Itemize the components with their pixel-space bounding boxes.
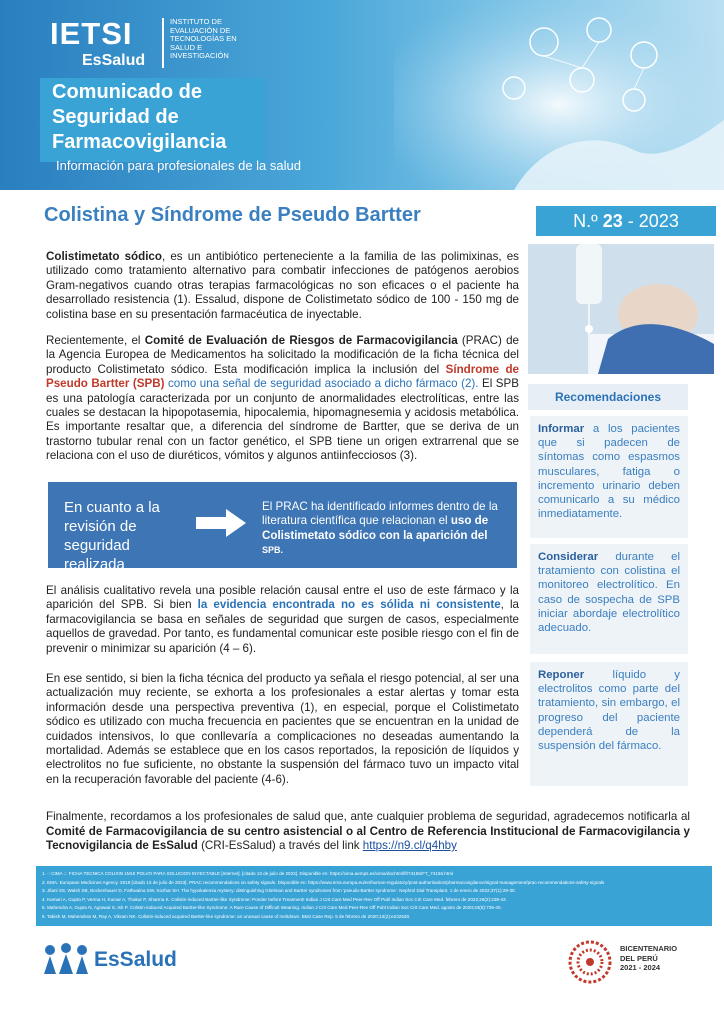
paragraph-prac — [46, 334, 519, 464]
arrow-right-icon — [196, 509, 246, 537]
bicentenario-text — [620, 944, 677, 973]
banner-title — [52, 80, 302, 155]
paragraph-analysis — [46, 584, 519, 656]
paragraph-final — [46, 810, 690, 854]
paragraph-text: El SPB es una patología caracterizada por un conjunto de anormalidades electrolíticas, entre las cuales se destacan la hipopotasemia, hipocalemia, hipomagnesemia y acidosis metabólica. Es importante resaltar que, a diferencia del síndrome de Bartter, que se deriva de un trastorno tubular renal con un factor genético, el SPB tiene un origen extrarrenal que se relaciona con el uso de diuréticos, vómitos y algunos antiinfecciosos (3). — [46, 377, 520, 463]
logo-main-text: IETSI — [50, 16, 133, 51]
recommendation-item — [530, 416, 688, 538]
recommendation-item — [530, 544, 688, 654]
report-link[interactable]: https://n9.cl/q4hby — [362, 839, 457, 853]
paragraph-text: , es un antibiótico perteneciente a la familia de las polimixinas, es utilizado como tratamiento alternativo para combatir infecciones de patógenos aerobios Gram-negativos cuando otras terapias farmacológicas no son eficaces o el paciente ha desarrollado resistencia (1). Essalud, dispone de Colistimetato sódico de 100 - 150 mg de colistina base en su presentación farmacéutica de inyectable. — [46, 250, 519, 321]
bicentenario-line: 2021 - 2024 — [620, 963, 661, 972]
paragraph-highlight: como una señal de seguridad asociado a dicho fármaco (2). — [164, 377, 479, 391]
recommendation-item — [530, 662, 688, 786]
issue-year: - 2023 — [627, 211, 679, 231]
references-box — [36, 866, 712, 926]
reference-item: 5. Mahendra A, Gupta N, Agrawal S, Ish P. Colistin-induced Acquired Bartter-like Syndrome: A Rare Cause of Difficult Weaning. Indian J Crit Care Med Peer-Rev Off Publ Indian Soc Crit Care Med. agosto de 2020;24(8):739-40. — [42, 905, 502, 911]
callout-right-text — [262, 500, 510, 558]
paragraph-intro — [46, 250, 519, 322]
paragraph-text: El análisis cualitativo revela una posible relación causal entre el uso de este fármaco y la aparición del SPB. Si bien — [46, 584, 519, 612]
paragraph-bold: Comité de Farmacovigilancia de su centro asistencial o al Centro de Referencia Institucional de Farmacovigilancia y Tecnovigilancia de EsSalud — [46, 824, 690, 853]
recommendation-bold: Informar — [538, 423, 585, 435]
recommendations-heading: Recomendaciones — [528, 384, 688, 410]
callout-bold-small: SPB. — [262, 545, 284, 556]
recommendation-text: durante el tratamiento con colistina el monitoreo electrolítico. En caso de sospecha de SPB iniciar abordaje electrolítico adecuado. — [538, 551, 680, 635]
hand-icons-illustration — [394, 0, 724, 190]
paragraph-text: Recientemente, el — [46, 334, 145, 347]
paragraph-bold: Colistimetato sódico — [46, 250, 162, 263]
banner-subtitle: Información para profesionales de la salud — [56, 158, 301, 173]
bicentenario-line: DEL PERÚ — [620, 953, 658, 963]
reference-item: 4. Kamari A, Gupta P, Verma H, Kumar A, Thakur P, Sharma K. Colistin-induced Bartter-like Syndrome: Ponder before Treatment! Indian J Crit Care Med Peer-Rev Off Publ Indian Soc Crit Care Med. febrero de 2022;26(2):239-43. — [42, 896, 507, 902]
bicentenario-emblem-icon — [566, 938, 614, 986]
recommendation-text: a los pacientes que si padecen de síntomas como espasmos musculares, fatiga o incremento urinario deben comunicarlo a su médico inmediatamente. — [538, 423, 680, 521]
paragraph-highlight-bold: la evidencia encontrada no es sólida ni consistente — [197, 598, 501, 612]
paragraph-text: Finalmente, recordamos a los profesionales de salud que, ante cualquier problema de seguridad, agradecemos notificarla al — [46, 810, 690, 823]
ietsi-logo — [50, 16, 250, 70]
recommendation-text: líquido y electrolitos como parte del tratamiento, sin embargo, el progreso del paciente dependerá de la suspensión del fármaco. — [538, 669, 680, 753]
recommendation-bold: Considerar — [538, 551, 599, 563]
callout-text: El PRAC ha identificado informes dentro de la literatura científica que relacionan el — [262, 500, 498, 528]
reference-item: 3. Jilani SS, Walsh SB, Bockenhauer D, Fathwalna SW, Kozhar SH. The hypokalemia mystery: distinguishing Gitelman and Bartter syndromes from 'pseudo-Bartter syndrome'. Nephrol Dial Transplant. 1 de enero de 2022;37(1):29-30. — [42, 888, 516, 894]
logo-institute-text: INSTITUTO DE EVALUACIÓN DE TECNOLOGÍAS EN SALUD E INVESTIGACIÓN — [170, 17, 237, 60]
people-icon — [42, 942, 90, 976]
banner-title-line: Comunicado de — [52, 81, 203, 103]
bicentenario-line: BICENTENARIO — [620, 944, 678, 953]
essalud-logo-text: EsSalud — [94, 948, 177, 971]
reference-item: 6. Tabish M, Mahendran M, Ray A, Vikram NK. Colistin-induced acquired Bartter-like syndrome: an unusual cause of meltdown. BMJ Case Rep. 5 de febrero de 2020;13(2):e232630. — [42, 913, 411, 919]
paragraph-highlight-bold: Síndrome de Pseudo Bartter (SPB) — [46, 362, 519, 391]
logo-sub-text: EsSalud — [82, 52, 146, 69]
banner-title-line: Farmacovigilancia — [52, 131, 227, 153]
reference-item: 2. EMA. European Medicines Agency. 2019 [citado 13 de julio de 2023]. PRAC recommendations on safety signals. Disponible en: https://www.ema.europa.eu/en/human-regulatory/post-authorisation/pharmacovigilance/signal-management/prac-recommendations-safety-signals — [42, 879, 605, 885]
paragraph-text: (PRAC) de la Agencia Europea de Medicamentos ha solicitado la modificación de la ficha técnica del producto Colistimetato sódico. Esta modificación implica la inclusión del — [46, 334, 519, 376]
paragraph-text: (CRI-EsSalud) a través del link — [197, 839, 363, 853]
page-title: Colistina y Síndrome de Pseudo Bartter — [44, 204, 421, 226]
bicentenario-logo — [566, 938, 696, 986]
paragraph-recommendation: En ese sentido, si bien la ficha técnica del producto ya señala el riesgo potencial, al ser una actualización muy reciente, se exhorta a los profesionales a estar alertas y tomar esta información desde una perspectiva preventiva (1), en especial, porque el Colistimetato sódico es utilizado con mucha frecuencia en pacientes que se encuentran en la unidad de cuidados intensivos, lo que conllevaría a complicaciones no deseadas aumentando la mortalidad. Además se establece que en los casos reportados, la reposición de líquidos y electrolitos no fue suficiente, no obstante la suspensión del fármaco tuvo un impacto vital en la recuperación favorable del paciente (4-6). — [46, 672, 519, 786]
logo-divider — [162, 18, 164, 68]
banner-title-line: Seguridad de — [52, 106, 179, 128]
callout-left-text: En cuanto a la revisión de seguridad realizada — [64, 499, 160, 573]
paragraph-bold: Comité de Evaluación de Riesgos de Farmacovigilancia — [144, 334, 458, 347]
issue-prefix: N.º — [573, 211, 598, 231]
paragraph-text: , la farmacovigilancia se basa en señales de seguridad que surgen de casos, especialmente aquellos de gravedad. Por tanto, es fundamental comunicar este posible riesgo con el fin de prevenir o minimizar su aparición (4 – 6). — [46, 598, 519, 655]
callout-bold: uso de Colistimetato sódico con la aparición del — [262, 514, 489, 542]
reference-item: 1. -: CIMA :.: FICHA TECNICA COLIXIN 1MUI POLVO PARA SOLUCION INYECTABLE [Internet]. [citado 13 de julio de 2023]. Disponible en: https://cima.aemps.es/cima/dochtml/ft/74156/FT_74156.html — [42, 871, 453, 876]
issue-number-badge — [536, 206, 716, 236]
essalud-logo — [42, 942, 192, 982]
recommendation-bold: Reponer — [538, 669, 585, 681]
patient-iv-photo — [528, 244, 714, 374]
issue-number: 23 — [602, 211, 623, 231]
